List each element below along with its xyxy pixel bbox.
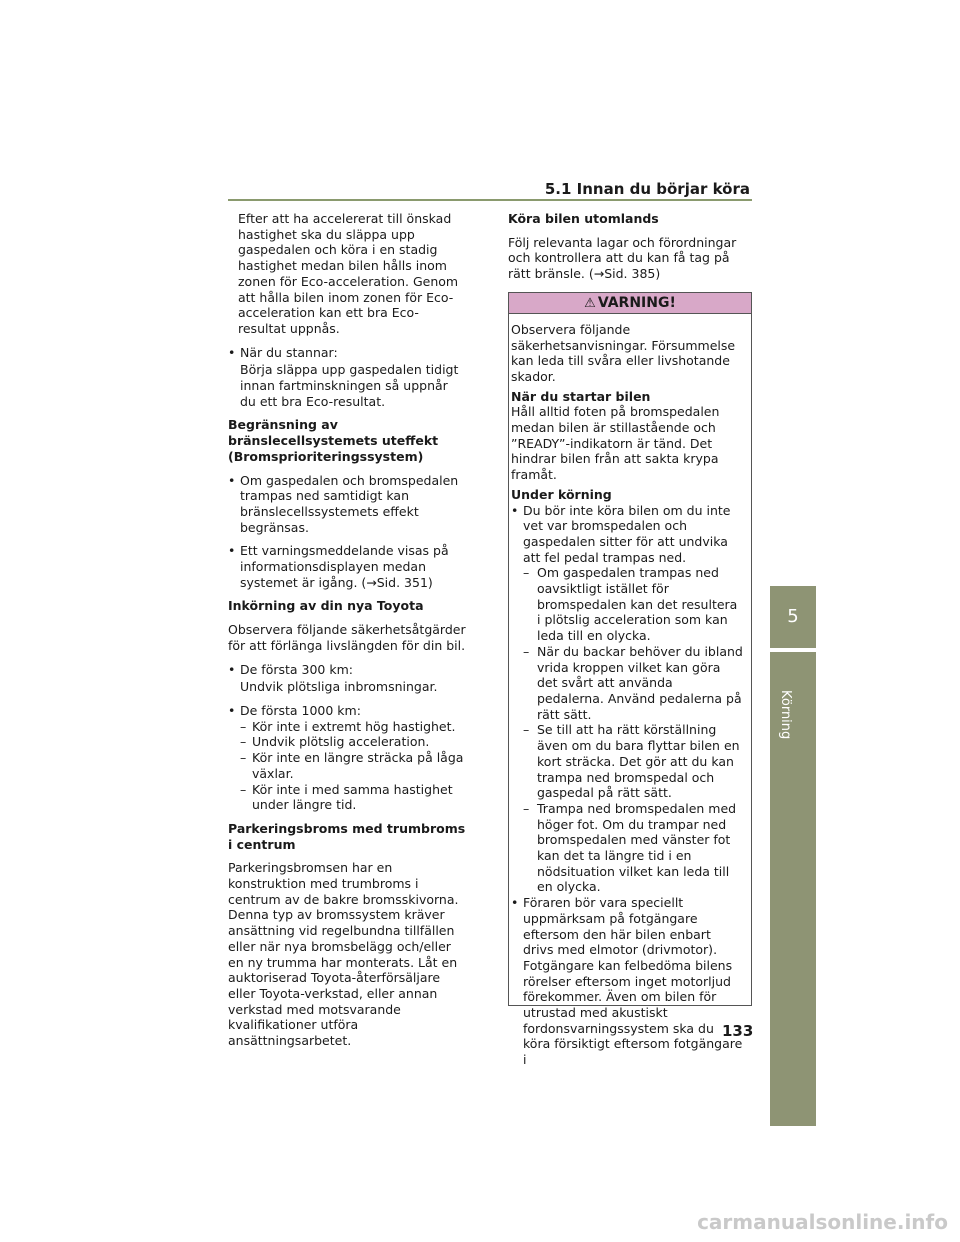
bullet-item: • De första 300 km: [228, 662, 466, 678]
warning-triangle-icon: ⚠ [584, 295, 596, 311]
warning-dash: – Trampa ned bromspedalen med höger fot. Om du trampar ned bromspedalen med vänster fot kan det ta längre tid i en nödsituation vilket kan leda till en olycka. [511, 801, 743, 895]
warning-dash: – Om gaspedalen trampas ned oavsiktligt istället för bromspedalen kan det resultera i plötslig acceleration som kan leda till en olycka. [511, 565, 743, 644]
paragraph: Parkeringsbromsen har en konstruktion med trumbroms i centrum av de bakre bromsskivorna. Denna typ av bromssystem kräver ansättning vid regelbundna tillfällen eller när nya bromsbelägg och/eller en ny trumma har monterats. Låt en auktoriserad Toyota-återförsäljare eller Toyota-verkstad, eller annan verkstad med motsvarande kvalifikationer utföra ansättningsarbetet. [228, 860, 459, 1049]
bullet-item: • När du stannar: [228, 345, 466, 361]
dash-item: – Kör inte i extremt hög hastighet. [240, 719, 466, 735]
warning-bullet: • Föraren bör vara speciellt uppmärksam på fotgängare eftersom den här bilen enbart drivs med elmotor (drivmotor). Fotgängare kan felbedöma bilens rörelser eftersom inget motorljud förekommer. Även om bilen för utrustad med akustiskt fordonsvarningssystem ska du köra försiktigt eftersom fotgängare i [511, 895, 743, 1068]
warning-body [509, 314, 754, 1068]
paragraph: Observera följande säkerhetsåtgärder för att förlänga livslängden för din bil. [228, 622, 466, 653]
section-title: 5.1 Innan du börjar köra [544, 180, 750, 198]
warning-header [509, 293, 751, 314]
bullet-subtext: Börja släppa upp gaspedalen tidigt innan fartminskningen så uppnår du ett bra Eco-resultat. [240, 362, 459, 409]
page-number: 133 [722, 1022, 754, 1040]
paragraph: Följ relevanta lagar och förordningar och kontrollera att du kan få tag på rätt bränsle. (→Sid. 385) [508, 234, 737, 282]
warning-bullet: • Du bör inte köra bilen om du inte vet var bromspedalen och gaspedalen sitter för att undvika att fel pedal trampas ned. [511, 503, 743, 566]
warning-heading: Under körning [511, 486, 612, 502]
heading: Begränsning av bränslecellsystemets uteffekt (Bromsprioriteringssystem) [228, 417, 439, 464]
paragraph: Efter att ha accelererat till önskad hastighet ska du släppa upp gaspedalen och köra i en stadig hastighet medan bilen hålls inom zonen för Eco-acceleration. Genom att hålla bilen inom zonen för Eco-acceleration kan ett bra Eco-resultat uppnås. [238, 211, 459, 336]
left-column [228, 211, 466, 1057]
heading: Köra bilen utomlands [508, 211, 659, 226]
warning-intro: Observera följande säkerhetsanvisningar. Försummelse kan leda till svåra eller livshotande skador. [511, 321, 736, 384]
warning-dash: – När du backar behöver du ibland vrida kroppen vilket kan göra det svårt att använda pedalerna. Använd pedalerna på rätt sätt. [511, 644, 743, 723]
dash-list [228, 719, 466, 813]
heading: Inkörning av din nya Toyota [228, 598, 424, 614]
bullet-item: • De första 1000 km: [228, 703, 466, 719]
chapter-label: Körning [778, 690, 793, 740]
header-divider [228, 199, 752, 201]
bullet-item: • Om gaspedalen och bromspedalen trampas ned samtidigt kan bränslecellssystemets effekt begränsas. [228, 473, 466, 536]
warning-title: VARNING! [597, 294, 676, 311]
chapter-tab: 5 [770, 586, 816, 648]
warning-paragraph: Håll alltid foten på bromspedalen medan bilen är stillastående och ”READY”-indikatorn är tänd. Det hindrar bilen från att sakta krypa framåt. [511, 404, 720, 483]
warning-dash: – Se till att ha rätt körställning även om du bara flyttar bilen en kort sträcka. Det gör att du kan trampa ned bromspedal och gaspedal på rätt sätt. [511, 722, 743, 801]
heading: Parkeringsbroms med trumbroms i centrum [228, 820, 466, 852]
dash-item: – Kör inte en längre sträcka på låga växlar. [240, 750, 466, 781]
dash-item: – Kör inte i med samma hastighet under längre tid. [240, 782, 466, 813]
warning-heading: När du startar bilen [511, 388, 651, 404]
bullet-item: • Ett varningsmeddelande visas på informationsdisplayen medan systemet är igång. (→Sid. 351) [228, 543, 466, 590]
dash-item: – Undvik plötslig acceleration. [240, 734, 466, 750]
chapter-side-bar [770, 652, 816, 1126]
watermark: carmanualsonline.info [697, 1210, 948, 1234]
bullet-subtext: Undvik plötsliga inbromsningar. [240, 679, 438, 695]
